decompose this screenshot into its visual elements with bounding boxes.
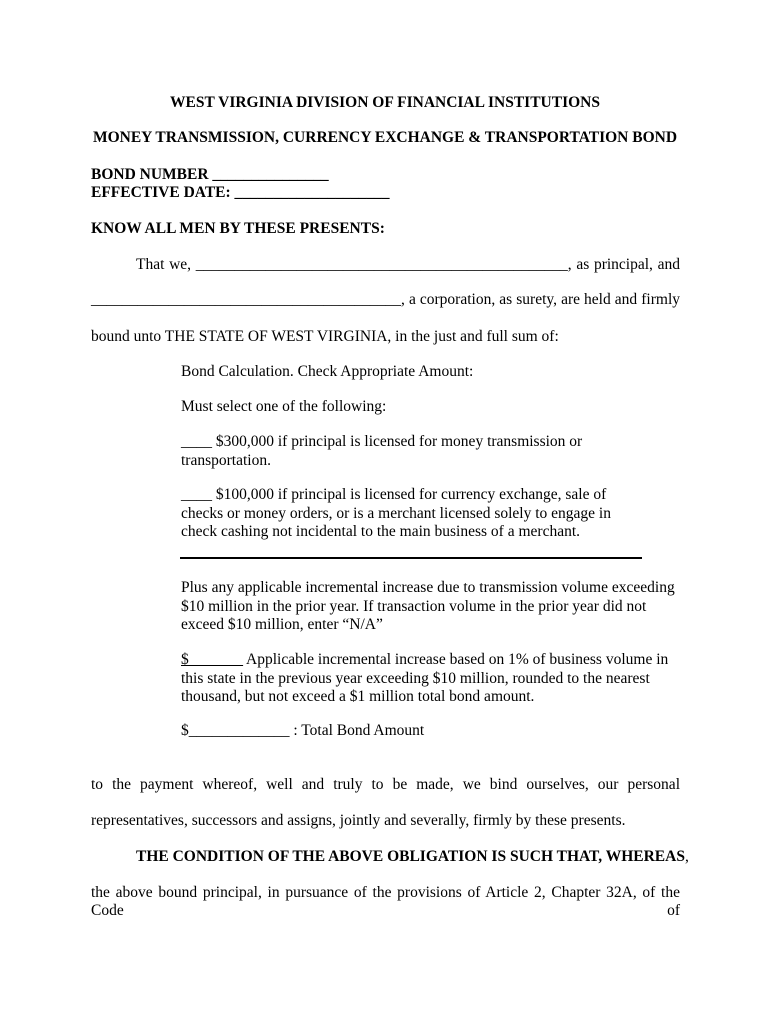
payment-line: to the payment whereof, well and truly to be made, we bind ourselves, our personal — [91, 776, 680, 793]
option-300000: ____ $300,000 if principal is licensed for money transmission or transportation. — [181, 433, 583, 469]
preamble-heading: KNOW ALL MEN BY THESE PRESENTS: — [91, 220, 385, 237]
effective-date-field: EFFECTIVE DATE: ____________________ — [91, 184, 390, 201]
bond-title: MONEY TRANSMISSION, CURRENCY EXCHANGE & TRANSPORTATION BOND — [92, 129, 678, 146]
bond-number-field: BOND NUMBER _______________ — [91, 166, 329, 183]
incremental-description: Applicable incremental increase based on 1% of business volume in this state in the previous year exceeding $10 million, rounded to the nearest thousand, but not exceed a $1 million total bond amount. — [181, 651, 669, 705]
total-amount-label: : Total Bond Amount — [289, 722, 425, 739]
principal-line: That we, ________________________________________________, as principal, and — [136, 256, 680, 273]
condition-heading — [136, 848, 689, 866]
condition-heading-comma: , — [684, 848, 689, 865]
successors-line: representatives, successors and assigns, jointly and severally, firmly by these presents. — [91, 812, 626, 829]
surety-line: ________________________________________, a corporation, as surety, are held and firmly — [91, 291, 680, 308]
incremental-increase-block — [181, 651, 681, 707]
total-bond-amount — [181, 722, 424, 740]
bound-state-line: bound unto THE STATE OF WEST VIRGINIA, in the just and full sum of: — [91, 328, 559, 345]
bond-calculation-intro: Bond Calculation. Check Appropriate Amount: — [181, 363, 474, 380]
option-100000: ____ $100,000 if principal is licensed for currency exchange, sale of checks or money orders, or is a merchant licensed solely to engage in check cashing not incidental to the main business of a merchant. — [181, 486, 611, 540]
agency-title: WEST VIRGINIA DIVISION OF FINANCIAL INSTITUTIONS — [170, 94, 600, 111]
select-instruction: Must select one of the following: — [181, 398, 387, 415]
section-divider — [180, 557, 642, 559]
condition-heading-text: THE CONDITION OF THE ABOVE OBLIGATION IS SUCH THAT, WHEREAS — [136, 848, 685, 865]
incremental-amount-blank: $_______ — [181, 651, 243, 668]
total-amount-blank: $_____________ — [181, 722, 290, 739]
incremental-intro: Plus any applicable incremental increase due to transmission volume exceeding $10 million in the prior year. If transaction volume in the prior year did not exceed $10 million, enter “N/A” — [181, 579, 675, 633]
article-line: the above bound principal, in pursuance of the provisions of Article 2, Chapter 32A, of the Code of — [91, 884, 680, 919]
